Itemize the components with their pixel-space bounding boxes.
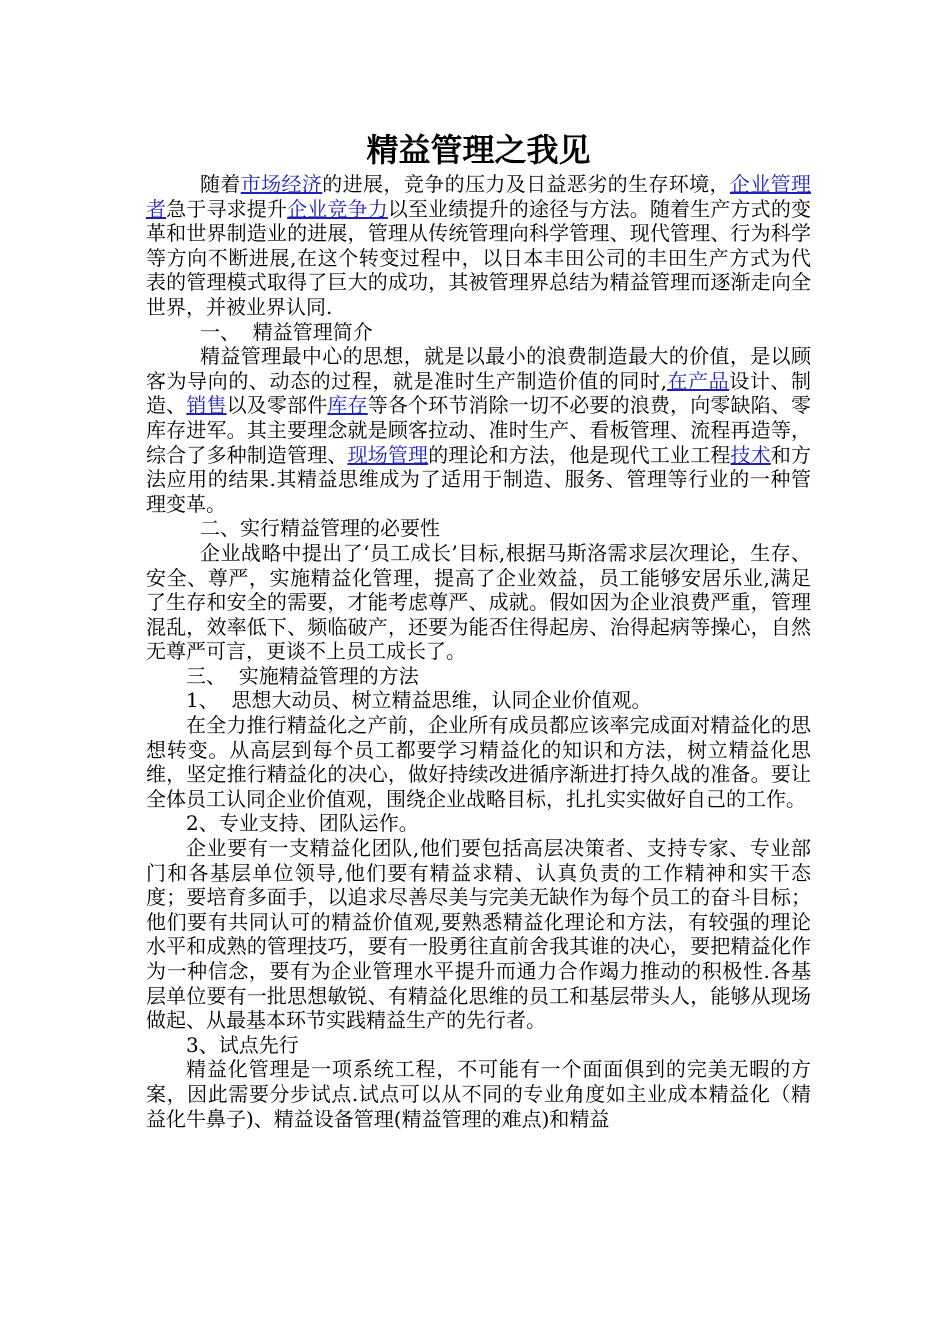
text-run: 的进展，竞争的压力及日益恶劣的生存环境， bbox=[322, 172, 730, 196]
link-product[interactable]: 在产品 bbox=[666, 368, 730, 393]
section-heading-3: 三、 实施精益管理的方法 bbox=[186, 663, 419, 688]
text-run: 设计、制造、 bbox=[146, 368, 812, 418]
section-heading-2: 二、实行精益管理的必要性 bbox=[200, 516, 440, 541]
text-run: 随着 bbox=[200, 172, 241, 196]
document-title: 精益管理之我见 bbox=[366, 131, 591, 169]
section-heading-1: 一、 精益管理简介 bbox=[200, 319, 373, 344]
text-run: 和方法应用的结果.其精益思维成为了适用于制造、服务、管理等行业的一种管理变革。 bbox=[146, 442, 811, 516]
subsection-1-paragraph: 在全力推行精益化之产前，企业所有成员都应该率完成面对精益化的思想转变。从高层到每个员工都要学习精益化的知识和方法，树立精益化思维，坚定推行精益化的决心，做好持续改进循序渐进打持久战的准备。要让全体员工认同企业价值观，围绕企业战略目标，扎扎实实做好自己的工作。 bbox=[146, 713, 811, 811]
subsection-2-paragraph: 企业要有一支精益化团队,他们要包括高层决策者、支持专家、专业部门和各基层单位领导,他们要有精益求精、认真负责的工作精神和实干态度；要培育多面手，以追求尽善尽美与完美无缺作为每个员工的奋斗目标；他们要有共同认可的精益价值观,要熟悉精益化理论和方法，有较强的理论水平和成熟的管理技巧，要有一股勇往直前舍我其谁的决心，要把精益化作为一种信念，要有为企业管理水平提升而通力合作竭力推动的积极性.各基层单位要有一批思想敏锐、有精益化思维的员工和基层带头人，能够从现场做起、从最基本环节实践精益生产的先行者。 bbox=[146, 836, 811, 1033]
link-technology[interactable]: 技术 bbox=[730, 442, 771, 467]
text-run: 以及零部件 bbox=[226, 393, 328, 418]
subsection-3-paragraph: 精益化管理是一项系统工程，不可能有一个面面俱到的完美无暇的方案，因此需要分步试点.试点可以从不同的专业角度如主业成本精益化（精益化牛鼻子)、精益设备管理(精益管理的难点)和精益 bbox=[146, 1057, 811, 1131]
link-market-economy[interactable]: 市场经济 bbox=[240, 172, 323, 196]
subheading-1: 1、 思想大动员、树立精益思维，认同企业价值观。 bbox=[186, 688, 652, 713]
text-run: 的理论和方法，他是现代工业工程 bbox=[428, 442, 731, 467]
link-enterprise-manager[interactable]: 企业管理者 bbox=[146, 172, 812, 221]
text-run: 精益管理最中心的思想，就是以最小的浪费制造最大的价值，是以顾客为导向的、动态的过程，就是准时生产制造价值的同时, bbox=[146, 344, 811, 393]
link-inventory[interactable]: 库存 bbox=[327, 393, 368, 418]
subheading-3: 3、试点先行 bbox=[186, 1032, 299, 1057]
link-enterprise-competitiveness[interactable]: 企业竞争力 bbox=[287, 196, 388, 221]
section-2-paragraph: 企业战略中提出了‘员工成长’目标,根据马斯洛需求层次理论，生存、安全、尊严，实施精益化管理，提高了企业效益，员工能够安居乐业,满足了生存和安全的需要，才能考虑尊严、成就。假如因为企业浪费严重，管理混乱，效率低下、频临破产，还要为能否住得起房、治得起病等操心，自然无尊严可言，更谈不上员工成长了。 bbox=[146, 540, 811, 664]
subheading-2: 2、专业支持、团队运作。 bbox=[186, 811, 419, 836]
text-run: 等各个环节消除一切不必要的浪费，向零缺陷、零库存进军。其主要理念就是顾客拉动、准时生产、看板管理、流程再造等，综合了多种制造管理、 bbox=[146, 393, 811, 467]
document-page bbox=[146, 128, 811, 1131]
section-1-paragraph bbox=[146, 344, 811, 516]
text-run: 以至业绩提升的途径与方法。随着生产方式的变革和世界制造业的进展，管理从传统管理向科学管理、现代管理、行为科学等方向不断进展,在这个转变过程中，以日本丰田公司的丰田生产方式为代表的管理模式取得了巨大的成功，其被管理界总结为精益管理而逐渐走向全世界，并被业界认同. bbox=[146, 196, 811, 319]
text-run: 急于寻求提升 bbox=[166, 196, 288, 221]
intro-paragraph bbox=[146, 172, 811, 320]
link-sales[interactable]: 销售 bbox=[186, 393, 227, 418]
link-site-management[interactable]: 现场管理 bbox=[347, 442, 429, 467]
